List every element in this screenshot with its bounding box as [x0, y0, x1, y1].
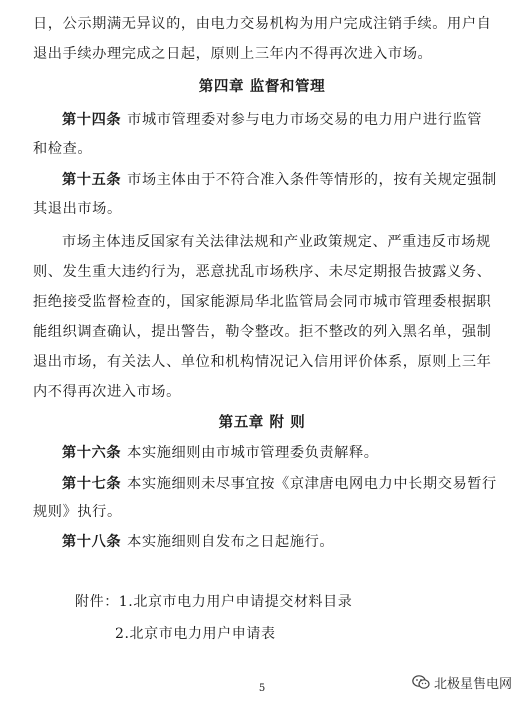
- text-line: 和检查。: [33, 141, 93, 157]
- paragraph-line: 拒绝接受监督检查的，国家能源局华北监管局会同市城市管理委根据职: [33, 294, 492, 310]
- article-18-label: 第十八条: [62, 534, 122, 550]
- article-16-label: 第十六条: [62, 445, 122, 461]
- article-14: [62, 110, 522, 130]
- paragraph-line: 则、发生重大违约行为，恶意扰乱市场秩序、未尽定期报告披露义务、: [33, 264, 492, 280]
- attachment-1: 附件：1.北京市电力用户申请提交材料目录: [75, 594, 353, 610]
- article-15-text: 市场主体由于不符合准入条件等情形的，按有关规定强制: [127, 172, 497, 188]
- watermark-text: 北极星售电网: [433, 676, 512, 692]
- article-15-label: 第十五条: [62, 172, 122, 188]
- article-14-label: 第十四条: [62, 112, 122, 128]
- text-line: 日，公示期满无异议的，由电力交易机构为用户完成注销手续。用户自: [33, 16, 492, 32]
- article-15: [62, 170, 522, 190]
- article-17-text: 本实施细则未尽事宜按《京津唐电网电力中长期交易暂行: [127, 476, 497, 492]
- text-line: 退出手续办理完成之日起，原则上三年内不得再次进入市场。: [33, 46, 433, 62]
- article-18: [62, 532, 522, 552]
- paragraph-line: 能组织调查确认，提出警告，勒令整改。拒不整改的列入黑名单，强制: [33, 324, 492, 340]
- paragraph-line: 内不得再次进入市场。: [33, 384, 181, 400]
- paragraph-line: 市场主体违反国家有关法律法规和产业政策规定、严重违反市场规: [62, 234, 491, 250]
- article-16-text: 本实施细则由市城市管理委负责解释。: [127, 445, 379, 461]
- chapter-5-heading: 第五章 附 则: [218, 415, 306, 431]
- article-14-text: 市城市管理委对参与电力市场交易的电力用户进行监管: [127, 112, 483, 128]
- article-17-label: 第十七条: [62, 476, 122, 492]
- article-18-text: 本实施细则自发布之日起施行。: [127, 534, 335, 550]
- text-line: 规则》执行。: [33, 504, 122, 520]
- paragraph-line: 退出市场，有关法人、单位和机构情况记入信用评价体系，原则上三年: [33, 354, 492, 370]
- watermark: [412, 671, 512, 693]
- page-number: 5: [258, 683, 266, 694]
- chapter-4-heading: 第四章 监督和管理: [198, 79, 326, 95]
- wechat-icon: [412, 674, 430, 690]
- attachment-2: 2.北京市电力用户申请表: [115, 626, 276, 642]
- article-17: [62, 474, 522, 494]
- text-line: 其退出市场。: [33, 201, 122, 217]
- article-16: [62, 443, 522, 463]
